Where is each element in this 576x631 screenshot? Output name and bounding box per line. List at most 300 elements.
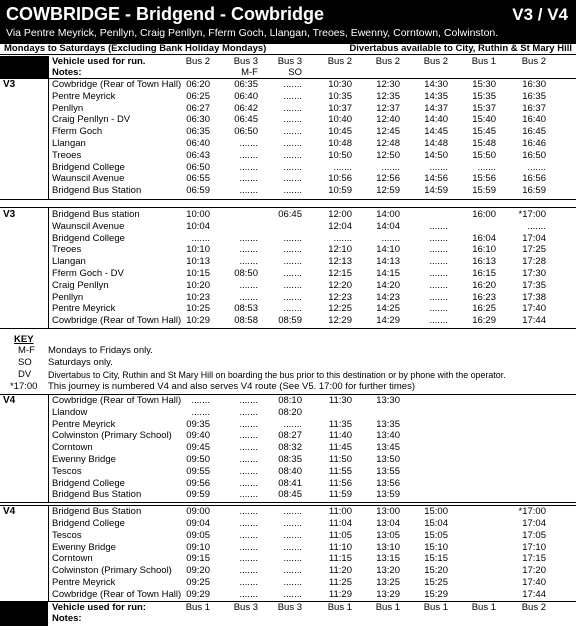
time-cell: 11:25	[328, 577, 352, 588]
time-cell: 14:20	[376, 279, 400, 291]
time-cell: 15:25	[424, 577, 448, 588]
stop-name: Corntown	[52, 553, 93, 565]
time-cell: 10:29	[186, 315, 210, 327]
key-code: SO	[18, 357, 32, 368]
key-heading-text: KEY	[14, 334, 34, 345]
table-row	[0, 530, 576, 542]
time-cell: Bus 2	[327, 56, 352, 67]
time-cell: .......	[283, 79, 302, 90]
stop-name: Pentre Meyrick	[52, 303, 116, 315]
time-cell: 16:46	[522, 138, 546, 149]
table-row	[0, 138, 576, 150]
time-cell: 08:32	[278, 442, 302, 454]
time-cell: 10:59	[328, 185, 352, 197]
time-cell: 17:35	[522, 279, 546, 291]
time-cell: 11:35	[328, 418, 352, 430]
time-cell: .......	[239, 256, 258, 268]
time-cell: 09:10	[186, 541, 210, 553]
time-cell: .......	[283, 541, 302, 553]
time-cell: Bus 1	[327, 601, 352, 613]
time-cell: 12:37	[376, 102, 400, 114]
key-item	[0, 357, 576, 369]
time-cell: .......	[239, 279, 258, 291]
time-cell: .......	[239, 161, 258, 173]
time-cell: 10:48	[328, 138, 352, 149]
time-cell: 06:50	[186, 161, 210, 173]
time-cell: 14:13	[376, 256, 400, 268]
time-cell: 11:45	[328, 442, 352, 454]
time-cell: 10:20	[186, 279, 210, 291]
time-cell: Bus 1	[423, 601, 448, 613]
stop-name: Pentre Meyrick	[52, 90, 116, 102]
time-cell: .......	[283, 291, 302, 303]
time-cell: 13:20	[376, 565, 400, 577]
time-cell: 06:45	[234, 114, 258, 126]
rule-line	[0, 207, 576, 208]
time-cell: .......	[239, 232, 258, 244]
rule-line	[0, 199, 576, 200]
time-cell: 14:10	[376, 244, 400, 256]
time-cell: 16:15	[472, 268, 496, 279]
time-cell: .......	[283, 149, 302, 161]
time-cell: 10:23	[186, 291, 210, 303]
table-row	[0, 162, 576, 174]
time-cell: .......	[429, 256, 448, 268]
time-cell: 16:10	[472, 244, 496, 256]
rule-line	[0, 328, 576, 329]
time-cell: .......	[239, 406, 258, 418]
time-cell: 06:55	[186, 173, 210, 185]
time-cell: 13:50	[376, 454, 400, 465]
time-cell: 12:20	[328, 279, 352, 291]
time-cell: .......	[283, 565, 302, 577]
stop-name: Colwinston (Primary School)	[52, 565, 172, 577]
time-cell: 13:15	[376, 553, 400, 565]
time-cell: .......	[239, 465, 258, 477]
time-cell: 08:35	[278, 454, 302, 465]
time-cell: 15:10	[424, 541, 448, 553]
route-code: V4	[3, 506, 16, 518]
table-row	[0, 577, 576, 589]
stop-name: Corntown	[52, 442, 93, 454]
time-cell: 12:50	[376, 149, 400, 161]
time-cell: 14:04	[376, 220, 400, 232]
time-cell: .......	[239, 418, 258, 430]
time-cell: .......	[283, 577, 302, 588]
time-cell: Bus 1	[185, 601, 210, 613]
stop-name: Llangan	[52, 256, 86, 268]
time-cell: 08:45	[278, 489, 302, 501]
time-cell: 08:10	[278, 395, 302, 406]
time-cell: 13:35	[376, 418, 400, 430]
time-cell: Bus 1	[471, 56, 496, 67]
time-cell: 15:35	[472, 90, 496, 102]
time-cell: 15:04	[424, 518, 448, 529]
time-cell: 15:37	[472, 102, 496, 114]
time-cell: 12:40	[376, 114, 400, 126]
key-code: DV	[18, 369, 32, 380]
time-cell: .......	[283, 506, 302, 518]
time-cell: .......	[239, 185, 258, 197]
table-row	[0, 419, 576, 431]
time-cell: .......	[239, 565, 258, 577]
time-cell: 13:05	[376, 529, 400, 541]
time-cell: 09:35	[186, 418, 210, 430]
time-cell: SO	[288, 67, 302, 78]
time-cell: 11:56	[328, 477, 352, 489]
time-cell: 06:27	[186, 102, 210, 114]
time-cell: 10:15	[186, 268, 210, 279]
time-cell: 17:25	[522, 244, 546, 256]
time-cell: 10:25	[186, 303, 210, 315]
time-cell: .......	[239, 149, 258, 161]
time-cell: 10:40	[328, 114, 352, 126]
stop-name: Bridgend College	[52, 477, 125, 489]
stop-name: Vehicle used for run:	[52, 601, 146, 613]
time-cell: 16:50	[522, 149, 546, 161]
key-item	[0, 369, 576, 381]
time-cell: 16:00	[472, 209, 496, 220]
route-code: V3	[3, 209, 16, 220]
time-cell: 14:40	[424, 114, 448, 126]
time-cell: 16:45	[522, 126, 546, 138]
time-cell: 11:00	[328, 506, 352, 518]
time-cell: 09:45	[186, 442, 210, 454]
time-cell: 17:40	[522, 577, 546, 588]
time-cell: 10:45	[328, 126, 352, 138]
time-cell: .......	[239, 138, 258, 149]
table-row	[0, 478, 576, 490]
time-cell: .......	[283, 161, 302, 173]
time-cell: 15:50	[472, 149, 496, 161]
key-item	[0, 381, 576, 393]
time-cell: Bus 2	[185, 56, 210, 67]
stop-name: Vehicle used for run.	[52, 56, 146, 67]
time-cell: 15:15	[424, 553, 448, 565]
time-cell: 15:45	[472, 126, 496, 138]
time-cell: .......	[283, 244, 302, 256]
time-cell: 08:58	[234, 315, 258, 327]
time-cell: 06:40	[234, 90, 258, 102]
time-cell: 14:48	[424, 138, 448, 149]
time-cell: .......	[239, 518, 258, 529]
time-cell: Bus 3	[233, 56, 258, 67]
stop-name: Waunscil Avenue	[52, 220, 125, 232]
time-cell: 16:59	[522, 185, 546, 197]
time-cell: .......	[191, 232, 210, 244]
time-cell: 13:45	[376, 442, 400, 454]
time-cell: 16:37	[522, 102, 546, 114]
time-cell: 11:10	[328, 541, 352, 553]
table-row	[0, 553, 576, 565]
stop-name: Tescos	[52, 529, 82, 541]
stop-name: Treoes	[52, 244, 82, 256]
time-cell: 12:30	[376, 79, 400, 90]
time-cell: .......	[429, 268, 448, 279]
time-cell: .......	[283, 303, 302, 315]
time-cell: 11:05	[328, 529, 352, 541]
stop-name: Waunscil Avenue	[52, 173, 125, 185]
time-cell: .......	[283, 126, 302, 138]
time-cell: 17:44	[522, 588, 546, 600]
time-cell: .......	[283, 114, 302, 126]
time-cell: 08:40	[278, 465, 302, 477]
time-cell: 11:59	[328, 489, 352, 501]
column-rule	[48, 506, 49, 601]
table-row	[0, 244, 576, 256]
time-cell: .......	[239, 173, 258, 185]
time-cell: 17:40	[522, 303, 546, 315]
via-subtitle: Via Pentre Meyrick, Penllyn, Craig Penllyn, Fferm Goch, Llangan, Treoes, Ewenny, Corntown, Colwinston.	[6, 27, 499, 39]
time-cell: 17:38	[522, 291, 546, 303]
stop-name: Bridgend Bus Station	[52, 185, 142, 197]
time-cell: *17:00	[518, 506, 546, 518]
time-cell: .......	[283, 279, 302, 291]
time-cell: .......	[429, 161, 448, 173]
divertabus-note: Divertabus available to City, Ruthin & St Mary Hill	[349, 43, 572, 54]
stop-name: Llandow	[52, 406, 88, 418]
time-cell: 11:50	[328, 454, 352, 465]
time-cell: 14:37	[424, 102, 448, 114]
table-row	[0, 407, 576, 419]
stop-name: Bridgend College	[52, 232, 125, 244]
time-cell: Bus 3	[233, 601, 258, 613]
time-cell: 14:56	[424, 173, 448, 185]
stop-name: Bridgend Bus Station	[52, 506, 142, 518]
time-cell: 08:50	[234, 268, 258, 279]
time-cell: 13:56	[376, 477, 400, 489]
time-cell: 12:45	[376, 126, 400, 138]
time-cell: .......	[239, 529, 258, 541]
column-rule	[48, 395, 49, 502]
time-cell: .......	[283, 529, 302, 541]
time-cell: 17:30	[522, 268, 546, 279]
time-cell: .......	[283, 90, 302, 102]
time-cell: 08:53	[234, 303, 258, 315]
time-cell: 09:25	[186, 577, 210, 588]
time-cell: 06:20	[186, 79, 210, 90]
time-cell: 14:50	[424, 149, 448, 161]
time-cell: 10:10	[186, 244, 210, 256]
time-cell: 10:56	[328, 173, 352, 185]
time-cell: .......	[283, 232, 302, 244]
time-cell: .......	[239, 454, 258, 465]
time-cell: .......	[283, 138, 302, 149]
time-cell: .......	[429, 315, 448, 327]
time-cell: 06:35	[186, 126, 210, 138]
time-cell: .......	[239, 489, 258, 501]
time-cell: 09:40	[186, 430, 210, 442]
time-cell: 10:04	[186, 220, 210, 232]
time-cell: 17:05	[522, 529, 546, 541]
table-row	[0, 303, 576, 315]
stop-name: Cowbridge (Rear of Town Hall)	[52, 588, 182, 600]
time-cell: .......	[283, 173, 302, 185]
stop-name: Colwinston (Primary School)	[52, 430, 172, 442]
table-row	[0, 506, 576, 518]
stop-name: Penllyn	[52, 291, 84, 303]
time-cell: 12:56	[376, 173, 400, 185]
time-cell: 09:00	[186, 506, 210, 518]
time-cell: 12:00	[328, 209, 352, 220]
time-cell: 09:55	[186, 465, 210, 477]
time-cell: 12:23	[328, 291, 352, 303]
stop-name: Ewenny Bridge	[52, 454, 116, 465]
time-cell: *17:00	[518, 209, 546, 220]
time-cell: 15:48	[472, 138, 496, 149]
time-cell: 10:13	[186, 256, 210, 268]
time-cell: 16:20	[472, 279, 496, 291]
time-cell: .......	[381, 232, 400, 244]
key-code: *17:00	[10, 381, 38, 392]
time-cell: .......	[283, 588, 302, 600]
table-row	[0, 150, 576, 162]
time-cell: .......	[429, 244, 448, 256]
stop-name: Ewenny Bridge	[52, 541, 116, 553]
time-cell: 10:00	[186, 209, 210, 220]
time-cell: 06:40	[186, 138, 210, 149]
table-row	[0, 209, 576, 221]
time-cell: Bus 2	[521, 56, 546, 67]
time-cell: .......	[527, 161, 546, 173]
table-row	[0, 613, 576, 625]
route-code: V3	[3, 79, 16, 90]
stop-name: Cowbridge (Rear of Town Hall)	[52, 315, 182, 327]
time-cell: 12:48	[376, 138, 400, 149]
time-cell: Bus 2	[375, 56, 400, 67]
stop-name: Pentre Meyrick	[52, 418, 116, 430]
table-row	[0, 103, 576, 115]
key-text: Divertabus to City, Ruthin and St Mary Hill on boarding the bus prior to this destination or by phone with the operator.	[48, 370, 506, 380]
table-row	[0, 489, 576, 501]
stop-name: Fferm Goch - DV	[52, 268, 124, 279]
time-cell: 13:55	[376, 465, 400, 477]
stop-name: Treoes	[52, 149, 82, 161]
table-row	[0, 91, 576, 103]
key-text: Mondays to Fridays only.	[48, 345, 153, 356]
time-cell: 09:29	[186, 588, 210, 600]
time-cell: 06:42	[234, 102, 258, 114]
time-cell: .......	[429, 303, 448, 315]
table-row	[0, 454, 576, 466]
time-cell: 14:30	[424, 79, 448, 90]
time-cell: 06:25	[186, 90, 210, 102]
time-cell: .......	[381, 161, 400, 173]
time-cell: 13:25	[376, 577, 400, 588]
time-cell: 14:59	[424, 185, 448, 197]
table-row	[0, 395, 576, 407]
time-cell: .......	[283, 102, 302, 114]
table-row	[0, 430, 576, 442]
time-cell: 06:30	[186, 114, 210, 126]
time-cell: 17:28	[522, 256, 546, 268]
time-cell: 09:15	[186, 553, 210, 565]
time-cell: 06:43	[186, 149, 210, 161]
time-cell: 17:10	[522, 541, 546, 553]
time-cell: 11:30	[328, 395, 352, 406]
time-cell: 09:04	[186, 518, 210, 529]
time-cell: .......	[239, 430, 258, 442]
stop-name: Fferm Goch	[52, 126, 103, 138]
time-cell: Bus 1	[471, 601, 496, 613]
time-cell: Bus 2	[423, 56, 448, 67]
table-row	[0, 542, 576, 554]
time-cell: 09:59	[186, 489, 210, 501]
time-cell: 15:30	[472, 79, 496, 90]
time-cell: 17:20	[522, 565, 546, 577]
time-cell: 12:59	[376, 185, 400, 197]
time-cell: Bus 1	[375, 601, 400, 613]
stop-name: Pentre Meyrick	[52, 577, 116, 588]
table-row	[0, 442, 576, 454]
time-cell: 06:45	[278, 209, 302, 220]
time-cell: 15:05	[424, 529, 448, 541]
time-cell: 10:30	[328, 79, 352, 90]
time-cell: 10:37	[328, 102, 352, 114]
time-cell: 15:00	[424, 506, 448, 518]
time-cell: 14:00	[376, 209, 400, 220]
time-cell: M-F	[241, 67, 258, 78]
time-cell: 06:35	[234, 79, 258, 90]
page-title: COWBRIDGE - Bridgend - Cowbridge	[6, 4, 324, 24]
time-cell: 06:50	[234, 126, 258, 138]
time-cell: .......	[239, 506, 258, 518]
time-cell: 16:04	[472, 232, 496, 244]
time-cell: 16:40	[522, 114, 546, 126]
time-cell: 14:23	[376, 291, 400, 303]
time-cell: .......	[283, 268, 302, 279]
time-cell: 17:04	[522, 232, 546, 244]
table-row	[0, 126, 576, 138]
time-cell: 15:29	[424, 588, 448, 600]
time-cell: 17:44	[522, 315, 546, 327]
time-cell: .......	[239, 244, 258, 256]
time-cell: .......	[283, 256, 302, 268]
time-cell: .......	[239, 291, 258, 303]
key-item	[0, 345, 576, 357]
route-code: V4	[3, 395, 16, 406]
time-cell: .......	[429, 279, 448, 291]
time-cell: 13:30	[376, 395, 400, 406]
table-row	[0, 173, 576, 185]
stop-name: Cowbridge (Rear of Town Hall)	[52, 79, 182, 90]
time-cell: 13:00	[376, 506, 400, 518]
stop-name: Llangan	[52, 138, 86, 149]
table-row	[0, 185, 576, 197]
time-cell: Bus 2	[521, 601, 546, 613]
table-row	[0, 292, 576, 304]
route-label-block	[0, 602, 48, 626]
time-cell: 09:56	[186, 477, 210, 489]
time-cell: .......	[239, 588, 258, 600]
table-row	[0, 589, 576, 601]
time-cell: 15:56	[472, 173, 496, 185]
time-cell: 16:23	[472, 291, 496, 303]
time-cell: 15:20	[424, 565, 448, 577]
time-cell: 09:05	[186, 529, 210, 541]
time-cell: .......	[429, 232, 448, 244]
time-cell: 11:29	[328, 588, 352, 600]
time-cell: 13:59	[376, 489, 400, 501]
time-cell: 14:45	[424, 126, 448, 138]
time-cell: .......	[477, 161, 496, 173]
time-cell: 16:35	[522, 90, 546, 102]
stop-name: Bridgend College	[52, 518, 125, 529]
time-cell: 15:40	[472, 114, 496, 126]
column-rule	[48, 56, 49, 199]
time-cell: 13:04	[376, 518, 400, 529]
time-cell: 14:35	[424, 90, 448, 102]
